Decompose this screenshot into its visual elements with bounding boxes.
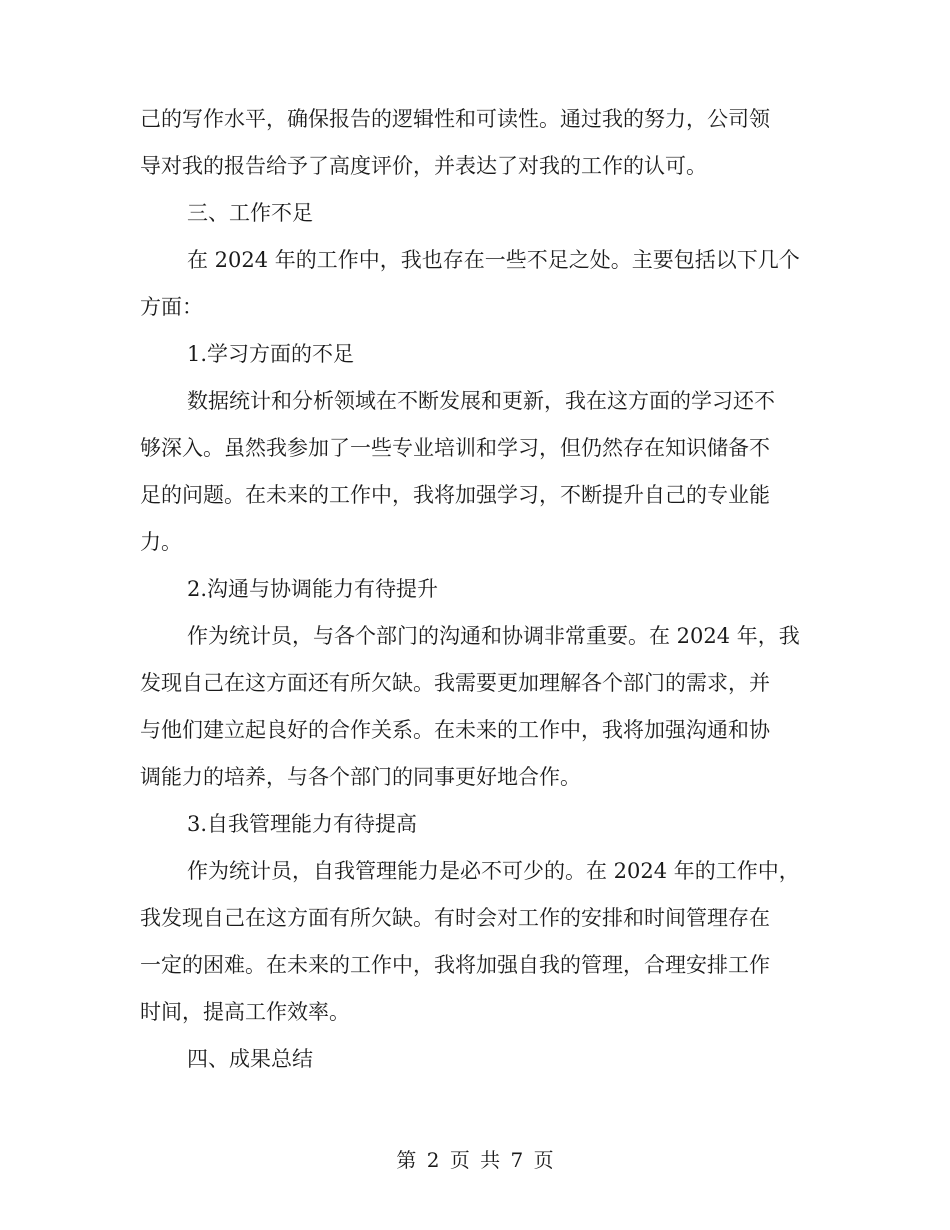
body-line: 作为统计员，与各个部门的沟通和协调非常重要。在 2024 年，我 — [187, 624, 800, 648]
body-line: 调能力的培养，与各个部门的同事更好地合作。 — [140, 765, 581, 789]
body-line: 发现自己在这方面还有所欠缺。我需要更加理解各个部门的需求，并 — [140, 671, 770, 695]
subsection-heading: 2.沟通与协调能力有待提升 — [187, 577, 439, 601]
body-line: 力。 — [140, 530, 182, 554]
body-line: 己的写作水平，确保报告的逻辑性和可读性。通过我的努力，公司领 — [140, 107, 770, 131]
section-heading: 三、工作不足 — [187, 201, 313, 225]
body-line: 方面： — [140, 295, 203, 319]
body-line: 够深入。虽然我参加了一些专业培训和学习，但仍然存在知识储备不 — [140, 436, 770, 460]
subsection-heading: 1.学习方面的不足 — [187, 342, 355, 366]
body-line: 作为统计员，自我管理能力是必不可少的。在 2024 年的工作中， — [187, 859, 800, 883]
body-line: 与他们建立起良好的合作关系。在未来的工作中，我将加强沟通和协 — [140, 718, 770, 742]
section-heading: 四、成果总结 — [187, 1047, 313, 1071]
body-line: 导对我的报告给予了高度评价，并表达了对我的工作的认可。 — [140, 154, 707, 178]
body-line: 一定的困难。在未来的工作中，我将加强自我的管理，合理安排工作 — [140, 953, 770, 977]
body-line: 在 2024 年的工作中，我也存在一些不足之处。主要包括以下几个 — [187, 248, 800, 272]
body-line: 时间，提高工作效率。 — [140, 1000, 350, 1024]
body-line: 足的问题。在未来的工作中，我将加强学习，不断提升自己的专业能 — [140, 483, 770, 507]
page-number-footer: 第 2 页 共 7 页 — [396, 1148, 554, 1172]
body-line: 我发现自己在这方面有所欠缺。有时会对工作的安排和时间管理存在 — [140, 906, 770, 930]
subsection-heading: 3.自我管理能力有待提高 — [187, 812, 418, 836]
document-body — [140, 96, 810, 1083]
body-line: 数据统计和分析领域在不断发展和更新，我在这方面的学习还不 — [187, 389, 775, 413]
